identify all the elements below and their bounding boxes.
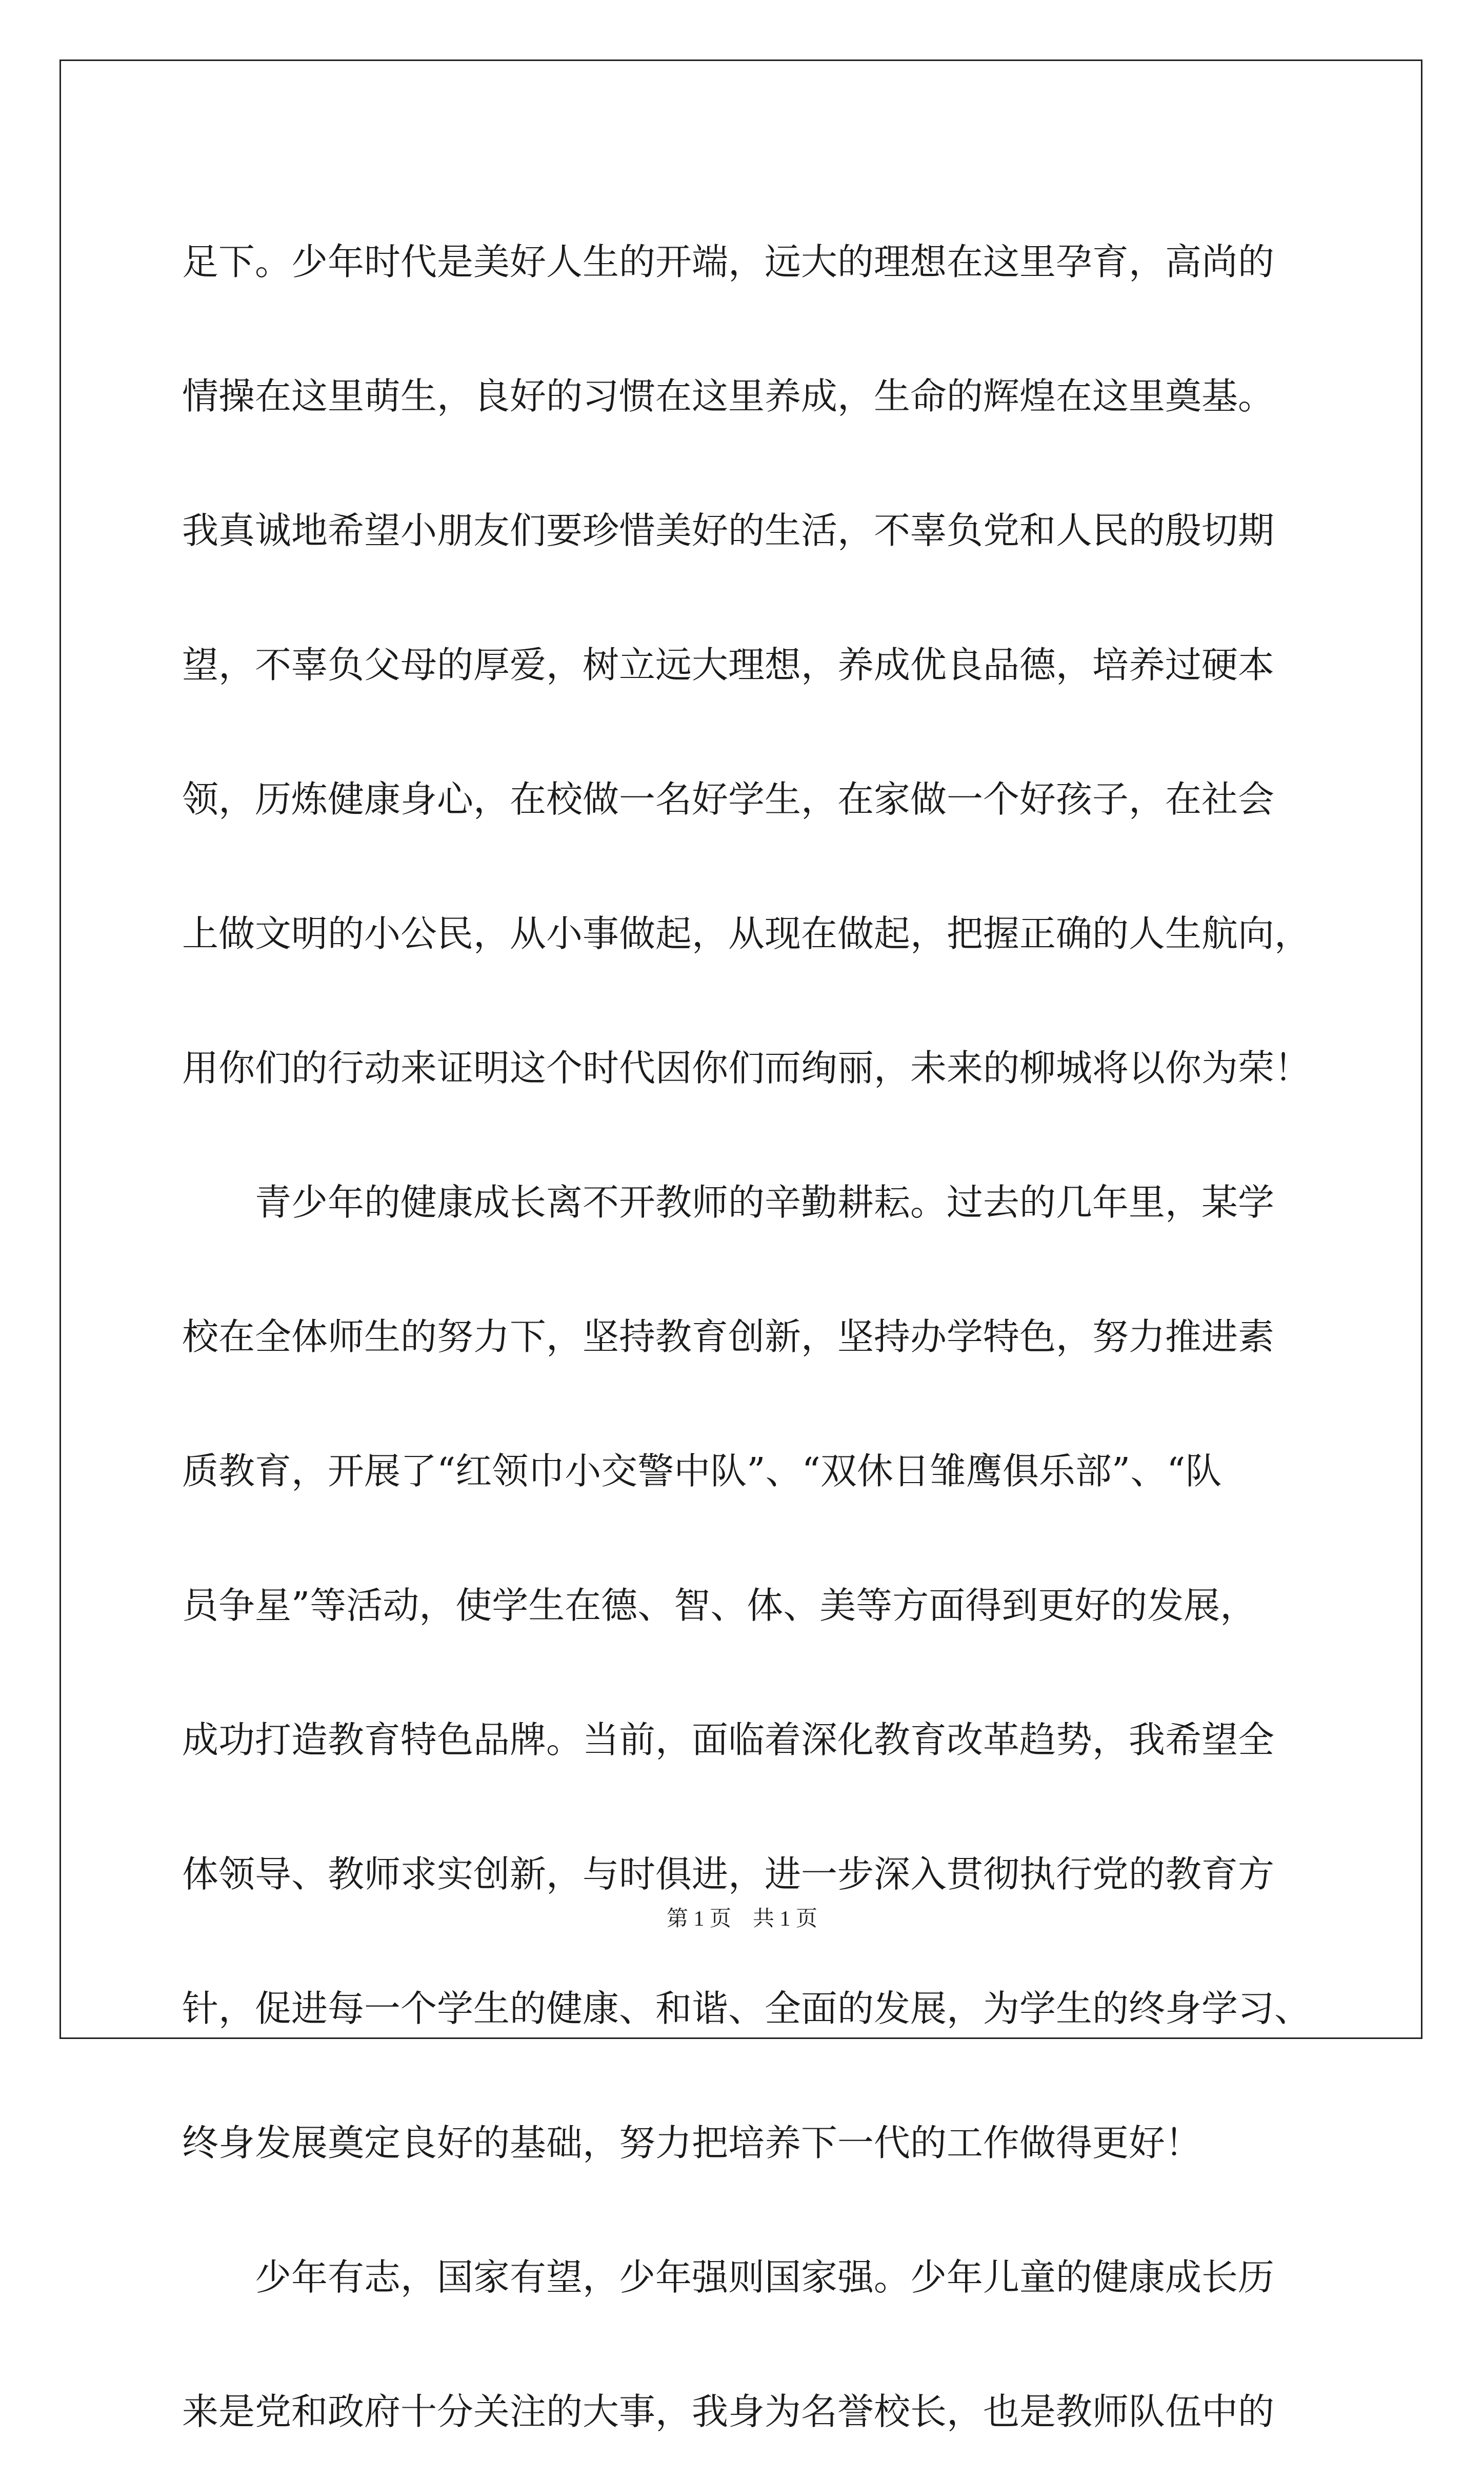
text-line: 质教育，开展了“红领巾小交警中队”、“双休日雏鹰俱乐部”、“队 [182, 1450, 1222, 1492]
document-body [182, 195, 1310, 2479]
text-line: 终身发展奠定良好的基础，努力把培养下一代的工作做得更好！ [182, 2122, 1202, 2164]
text-line: 来是党和政府十分关注的大事，我身为名誉校长，也是教师队伍中的 [182, 2390, 1275, 2433]
text-line: 少年有志，国家有望，少年强则国家强。少年儿童的健康成长历 [182, 2256, 1275, 2298]
text-line: 针，促进每一个学生的健康、和谐、全面的发展，为学生的终身学习、 [182, 1987, 1311, 2030]
text-line: 员争星”等活动，使学生在德、智、体、美等方面得到更好的发展， [182, 1584, 1257, 1627]
page-number-footer: 第 1 页 共 1 页 [666, 1907, 817, 1931]
text-line: 上做文明的小公民，从小事做起，从现在做起，把握正确的人生航向， [182, 912, 1311, 955]
text-line: 望，不辜负父母的厚爱，树立远大理想，养成优良品德，培养过硬本 [182, 644, 1275, 686]
text-line: 足下。少年时代是美好人生的开端，远大的理想在这里孕育，高尚的 [182, 241, 1275, 283]
text-line: 我真诚地希望小朋友们要珍惜美好的生活，不辜负党和人民的殷切期 [182, 509, 1275, 552]
text-line: 情操在这里萌生，良好的习惯在这里养成，生命的辉煌在这里奠基。 [182, 375, 1275, 417]
text-line: 领，历炼健康身心，在校做一名好学生，在家做一个好孩子，在社会 [182, 778, 1275, 821]
text-line: 体领导、教师求实创新，与时俱进，进一步深入贯彻执行党的教育方 [182, 1853, 1275, 1895]
text-line: 成功打造教育特色品牌。当前，面临着深化教育改革趋势，我希望全 [182, 1718, 1275, 1761]
text-line: 校在全体师生的努力下，坚持教育创新，坚持办学特色，努力推进素 [182, 1315, 1275, 1358]
text-line: 青少年的健康成长离不开教师的辛勤耕耘。过去的几年里，某学 [182, 1181, 1275, 1224]
text-line: 用你们的行动来证明这个时代因你们而绚丽，未来的柳城将以你为荣！ [182, 1047, 1311, 1089]
